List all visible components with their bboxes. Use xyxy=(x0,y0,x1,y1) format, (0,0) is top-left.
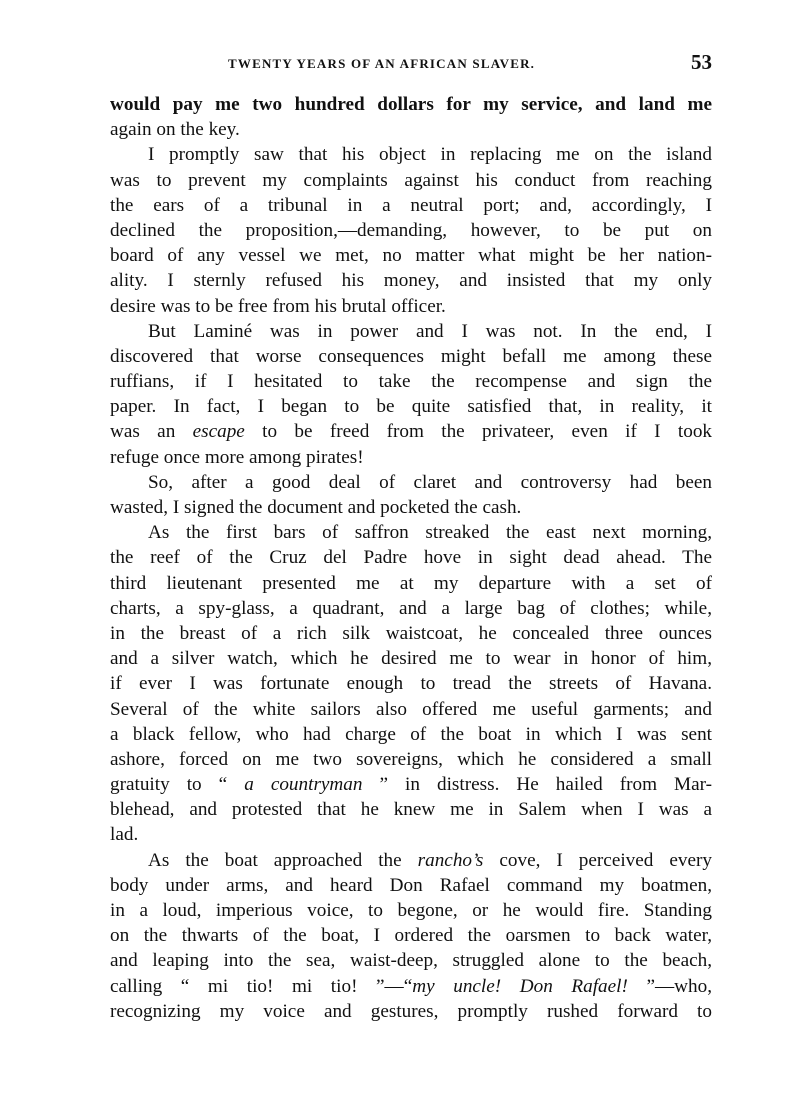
italic-run: escape xyxy=(192,421,245,443)
text-line: the ears of a tribunal in a neutral port; and, accordingly, I xyxy=(110,194,712,216)
text-line: As the first bars of saffron streaked the east next morning, xyxy=(148,522,712,544)
text-line: blehead, and protested that he knew me in Salem when I was a xyxy=(110,799,712,821)
text-line: would pay me two hundred dollars for my service, and land me xyxy=(110,94,712,115)
text-line: in the breast of a rich silk waistcoat, he concealed three ounces xyxy=(110,622,712,644)
text-line: I promptly saw that his object in replacing me on the island xyxy=(148,144,712,166)
running-head xyxy=(110,50,712,80)
body-text xyxy=(110,92,712,1024)
text-line: on the thwarts of the boat, I ordered the oarsmen to back water, xyxy=(110,925,712,947)
text-line: board of any vessel we met, no matter what might be her nation- xyxy=(110,245,712,267)
running-title: TWENTY YEARS OF AN AFRICAN SLAVER. xyxy=(228,56,536,71)
text-line: desire was to be free from his brutal officer. xyxy=(110,295,446,317)
text-line: ruffians, if I hesitated to take the recompense and sign the xyxy=(110,371,712,393)
text-line: paper. In fact, I began to be quite satisfied that, in reality, it xyxy=(110,396,712,418)
text-line: recognizing my voice and gestures, promptly rushed forward to xyxy=(110,1000,712,1022)
text-run: was an xyxy=(110,421,193,443)
text-line: declined the proposition,—demanding, however, to be put on xyxy=(110,219,712,241)
text-run: ” in distress. He hailed from Mar- xyxy=(362,774,712,796)
text-line xyxy=(110,848,712,873)
text-run: calling “ mi tio! mi tio! ”—“ xyxy=(110,975,413,997)
italic-run: rancho’s xyxy=(417,849,484,871)
italic-run: my uncle! Don Rafael! xyxy=(412,975,628,997)
text-line: discovered that worse consequences might befall me among these xyxy=(110,345,712,367)
text-line: wasted, I signed the document and pocketed the cash. xyxy=(110,497,522,518)
text-line: lad. xyxy=(110,824,139,846)
text-run: cove, I perceived every xyxy=(483,849,712,871)
text-line xyxy=(110,772,712,797)
text-line: the reef of the Cruz del Padre hove in sight dead ahead. The xyxy=(110,547,712,569)
text-line: Several of the white sailors also offered me useful garments; and xyxy=(110,698,712,720)
text-run: As the boat approached the xyxy=(148,849,418,871)
italic-run: a countryman xyxy=(244,774,363,796)
text-line: a black fellow, who had charge of the boat in which I was sent xyxy=(110,723,712,745)
text-line: So, after a good deal of claret and controversy had been xyxy=(148,471,712,493)
text-line: charts, a spy-glass, a quadrant, and a large bag of clothes; while, xyxy=(110,597,712,619)
text-line: refuge once more among pirates! xyxy=(110,446,364,468)
page-number: 53 xyxy=(691,50,712,74)
text-line: and leaping into the sea, waist-deep, struggled alone to the beach, xyxy=(110,950,712,972)
text-line: in a loud, imperious voice, to begone, or he would fire. Standing xyxy=(110,900,712,921)
text-line: and a silver watch, which he desired me to wear in honor of him, xyxy=(110,648,712,670)
text-line: again on the key. xyxy=(110,119,240,141)
text-line: if ever I was fortunate enough to tread the streets of Havana. xyxy=(110,673,712,695)
text-run: to be freed from the privateer, even if I took xyxy=(244,421,712,443)
text-line: was to prevent my complaints against his conduct from reaching xyxy=(110,169,712,191)
text-line xyxy=(110,974,712,999)
text-line: But Laminé was in power and I was not. In the end, I xyxy=(148,320,712,342)
text-line: ashore, forced on me two sovereigns, which he considered a small xyxy=(110,748,712,770)
text-line: ality. I sternly refused his money, and insisted that my only xyxy=(110,270,712,292)
text-line xyxy=(110,419,712,444)
text-run: ”—who, xyxy=(627,975,712,997)
text-run: gratuity to “ xyxy=(110,774,245,796)
text-line: third lieutenant presented me at my departure with a set of xyxy=(110,572,712,594)
text-line: body under arms, and heard Don Rafael command my boatmen, xyxy=(110,874,712,896)
